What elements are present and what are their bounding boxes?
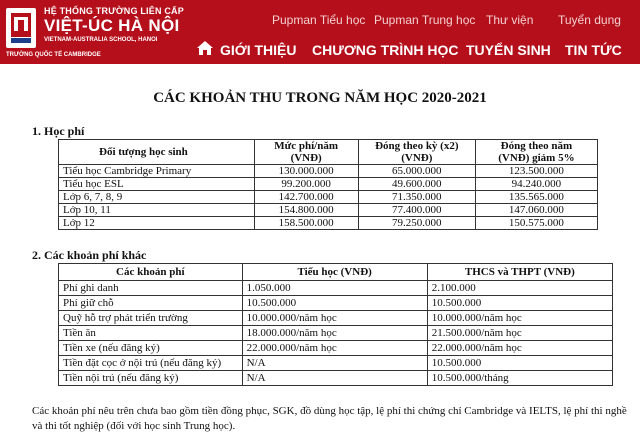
home-icon[interactable] bbox=[196, 40, 214, 56]
table-cell: Tiền nội trú (nếu đăng ký) bbox=[59, 371, 243, 386]
table-cell: Lớp 12 bbox=[59, 217, 255, 230]
table-cell: Tiểu học Cambridge Primary bbox=[59, 165, 255, 178]
table-cell: 135.565.000 bbox=[475, 191, 597, 204]
table-cell: Lớp 6, 7, 8, 9 bbox=[59, 191, 255, 204]
table-row bbox=[59, 281, 613, 296]
table-cell: Tiền đặt cọc ở nội trú (nếu đăng ký) bbox=[59, 356, 243, 371]
table-cell: 94.240.000 bbox=[475, 178, 597, 191]
site-header bbox=[0, 0, 640, 64]
table-cell: 65.000.000 bbox=[358, 165, 475, 178]
table-cell: 10.500.000 bbox=[427, 356, 612, 371]
table-row bbox=[59, 296, 613, 311]
nav-chuong-trinh-hoc[interactable]: CHƯƠNG TRÌNH HỌC bbox=[312, 42, 459, 58]
table-header-cell: Đối tượng học sinh bbox=[59, 140, 255, 165]
table-row bbox=[59, 311, 613, 326]
table-row bbox=[59, 326, 613, 341]
table-cell: 79.250.000 bbox=[358, 217, 475, 230]
table-row bbox=[59, 341, 613, 356]
table-header-cell: Mức phí/năm (VNĐ) bbox=[254, 140, 358, 165]
table-cell: 147.060.000 bbox=[475, 204, 597, 217]
table-cell: 10.500.000 bbox=[427, 296, 612, 311]
table-cell: Quỹ hỗ trợ phát triển trường bbox=[59, 311, 243, 326]
table-cell: 10.000.000/năm học bbox=[242, 311, 427, 326]
table-cell: 49.600.000 bbox=[358, 178, 475, 191]
other-fees-table bbox=[58, 263, 613, 386]
table-cell: Phí ghi danh bbox=[59, 281, 243, 296]
nav-gioi-thieu[interactable]: GIỚI THIỆU bbox=[220, 42, 297, 58]
table-cell: 123.500.000 bbox=[475, 165, 597, 178]
tuition-table bbox=[58, 139, 598, 230]
table-cell: 22.000.000/năm học bbox=[427, 341, 612, 356]
document-title: CÁC KHOẢN THU TRONG NĂM HỌC 2020-2021 bbox=[153, 90, 487, 106]
fee-document bbox=[0, 64, 640, 435]
brand-tagline: TRƯỜNG QUỐC TẾ CAMBRIDGE bbox=[6, 52, 101, 58]
top-link-pupman-tieu-hoc[interactable]: Pupman Tiểu học bbox=[272, 13, 366, 27]
table-row bbox=[59, 191, 598, 204]
section-hoc-phi: 1. Học phí bbox=[32, 124, 85, 138]
table-cell: 21.500.000/năm học bbox=[427, 326, 612, 341]
table-cell: 77.400.000 bbox=[358, 204, 475, 217]
school-logo[interactable] bbox=[6, 8, 36, 48]
table-header-cell: THCS và THPT (VNĐ) bbox=[427, 264, 612, 281]
table-cell: 10.500.000 bbox=[242, 296, 427, 311]
nav-tuyen-sinh[interactable]: TUYỂN SINH bbox=[466, 42, 551, 58]
table-cell: 10.500.000/tháng bbox=[427, 371, 612, 386]
table-header-cell: Đóng theo năm (VNĐ) giảm 5% bbox=[475, 140, 597, 165]
brand-english-name: VIETNAM-AUSTRALIA SCHOOL, HANOI bbox=[44, 37, 158, 43]
table-cell: 1.050.000 bbox=[242, 281, 427, 296]
table-cell: N/A bbox=[242, 371, 427, 386]
table-cell: 158.500.000 bbox=[254, 217, 358, 230]
table-header-row bbox=[59, 264, 613, 281]
nav-tin-tuc[interactable]: TIN TỨC bbox=[565, 42, 622, 58]
table-cell: Lớp 10, 11 bbox=[59, 204, 255, 217]
table-cell: Tiểu học ESL bbox=[59, 178, 255, 191]
table-cell: 22.000.000/năm học bbox=[242, 341, 427, 356]
top-link-pupman-trung-hoc[interactable]: Pupman Trung học bbox=[374, 13, 476, 27]
crest-icon bbox=[9, 11, 33, 45]
table-row bbox=[59, 204, 598, 217]
table-cell: 99.200.000 bbox=[254, 178, 358, 191]
table-row bbox=[59, 165, 598, 178]
table-row bbox=[59, 217, 598, 230]
table-row bbox=[59, 371, 613, 386]
table-row bbox=[59, 356, 613, 371]
table-row bbox=[59, 178, 598, 191]
table-cell: 142.700.000 bbox=[254, 191, 358, 204]
fee-footnote: Các khoản phí nêu trên chưa bao gồm tiền đồng phục, SGK, đồ dùng học tập, lệ phí thi chứng chỉ Cambridge và IELTS, lệ phí thi nghề và thi tốt nghiệp (đối với học sinh Trung học). bbox=[32, 405, 627, 432]
table-header-cell: Đóng theo kỳ (x2) (VNĐ) bbox=[358, 140, 475, 165]
table-cell: 154.800.000 bbox=[254, 204, 358, 217]
table-cell: N/A bbox=[242, 356, 427, 371]
table-cell: 130.000.000 bbox=[254, 165, 358, 178]
table-cell: 10.000.000/năm học bbox=[427, 311, 612, 326]
table-header-cell: Các khoản phí bbox=[59, 264, 243, 281]
table-cell: Phí giữ chỗ bbox=[59, 296, 243, 311]
table-cell: 71.350.000 bbox=[358, 191, 475, 204]
table-cell: 18.000.000/năm học bbox=[242, 326, 427, 341]
table-cell: 150.575.000 bbox=[475, 217, 597, 230]
brand-top-line: HỆ THỐNG TRƯỜNG LIÊN CẤP bbox=[44, 6, 184, 16]
brand-name[interactable]: VIỆT-ÚC HÀ NỘI bbox=[44, 16, 180, 35]
table-cell: Tiền xe (nếu đăng ký) bbox=[59, 341, 243, 356]
table-header-cell: Tiểu học (VNĐ) bbox=[242, 264, 427, 281]
table-cell: Tiền ăn bbox=[59, 326, 243, 341]
section-cac-khoan-phi-khac: 2. Các khoản phí khác bbox=[32, 248, 147, 262]
top-link-tuyen-dung[interactable]: Tuyển dụng bbox=[558, 13, 621, 27]
table-cell: 2.100.000 bbox=[427, 281, 612, 296]
table-header-row bbox=[59, 140, 598, 165]
top-link-thu-vien[interactable]: Thư viện bbox=[486, 13, 534, 27]
